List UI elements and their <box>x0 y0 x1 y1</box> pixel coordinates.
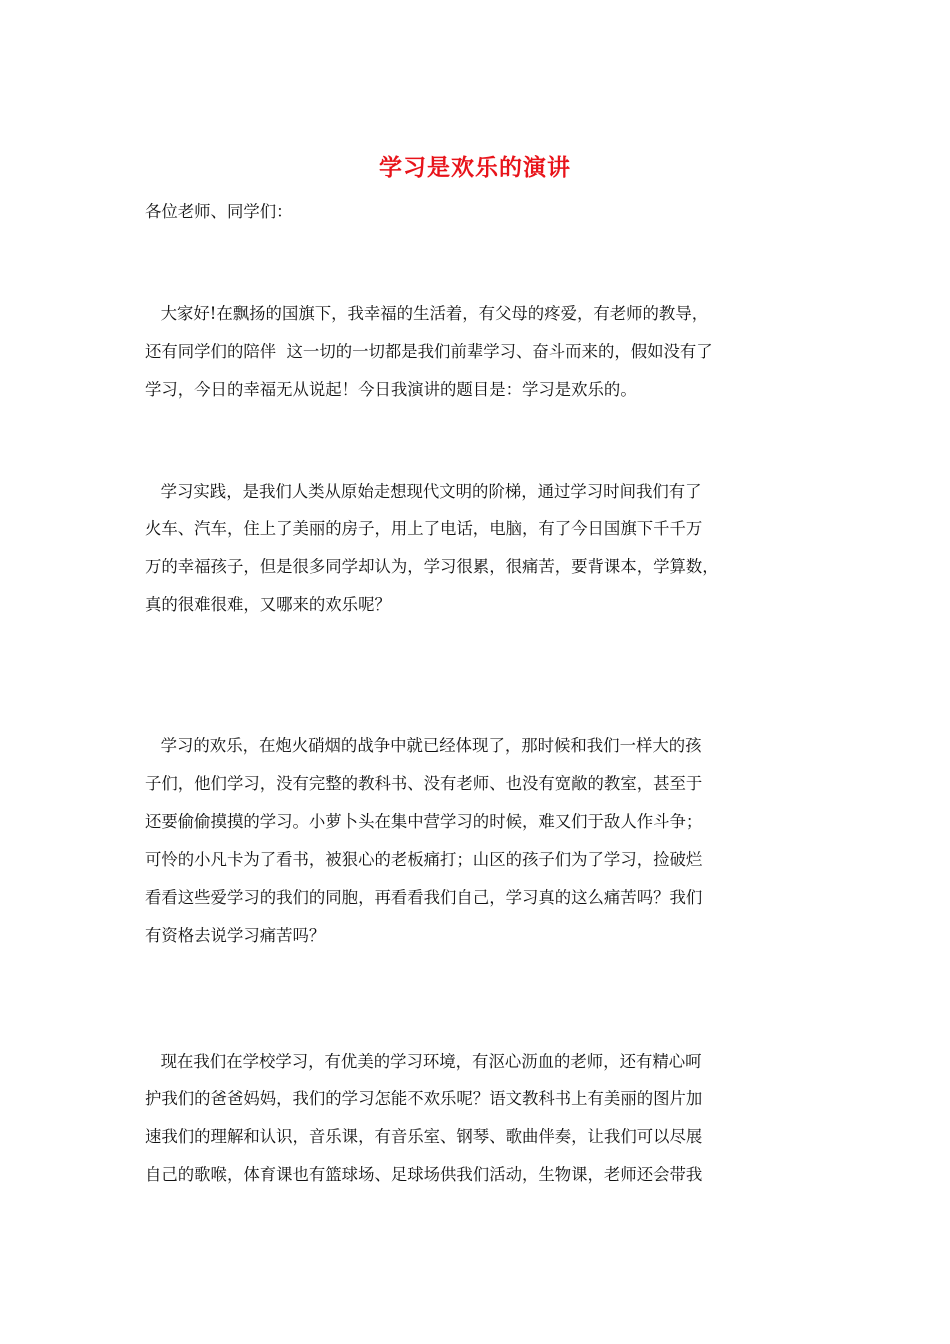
paragraph-line: 可怜的小凡卡为了看书，被狠心的老板痛打；山区的孩子们为了学习，捡破烂 <box>145 850 703 869</box>
paragraph-line: 真的很难很难，又哪来的欢乐呢？ <box>145 595 391 614</box>
paragraph-line: 子们，他们学习，没有完整的教科书、没有老师、也没有宽敞的教室，甚至于 <box>145 774 703 793</box>
paragraph-line: 速我们的理解和认识，音乐课，有音乐室、钢琴、歌曲伴奏，让我们可以尽展 <box>145 1127 703 1146</box>
paragraph-line: 大家好!在飘扬的国旗下，我幸福的生活着，有父母的疼爱，有老师的教导， <box>145 304 709 323</box>
paragraph-line: 学习，今日的幸福无从说起！今日我演讲的题目是：学习是欢乐的。 <box>145 380 637 399</box>
paragraph-line: 自己的歌喉，体育课也有篮球场、足球场供我们活动，生物课，老师还会带我 <box>145 1165 703 1184</box>
paragraph-line: 看看这些爱学习的我们的同胞，再看看我们自己，学习真的这么痛苦吗？我们 <box>145 888 703 907</box>
document-title: 学习是欢乐的演讲 <box>379 154 571 181</box>
paragraph-line: 万的幸福孩子，但是很多同学却认为，学习很累，很痛苦，要背课本，学算数， <box>145 557 719 576</box>
paragraph-line: 学习的欢乐，在炮火硝烟的战争中就已经体现了，那时候和我们一样大的孩 <box>145 736 702 755</box>
paragraph-line: 有资格去说学习痛苦吗？ <box>145 926 326 945</box>
paragraph-line: 现在我们在学校学习，有优美的学习环境，有沤心沥血的老师，还有精心呵 <box>145 1052 702 1071</box>
paragraph-line: 还要偷偷摸摸的学习。小萝卜头在集中营学习的时候，难又们于敌人作斗争； <box>145 812 703 831</box>
paragraph-line: 火车、汽车，住上了美丽的房子，用上了电话，电脑，有了今日国旗下千千万 <box>145 519 703 538</box>
paragraph-line: 护我们的爸爸妈妈，我们的学习怎能不欢乐呢？语文教科书上有美丽的图片加 <box>145 1089 703 1108</box>
paragraph-line: 还有同学们的陪伴 这一切的一切都是我们前辈学习、奋斗而来的，假如没有了 <box>145 342 713 361</box>
paragraph-line: 学习实践，是我们人类从原始走想现代文明的阶梯，通过学习时间我们有了 <box>145 482 702 501</box>
greeting: 各位老师、同学们： <box>145 202 293 221</box>
